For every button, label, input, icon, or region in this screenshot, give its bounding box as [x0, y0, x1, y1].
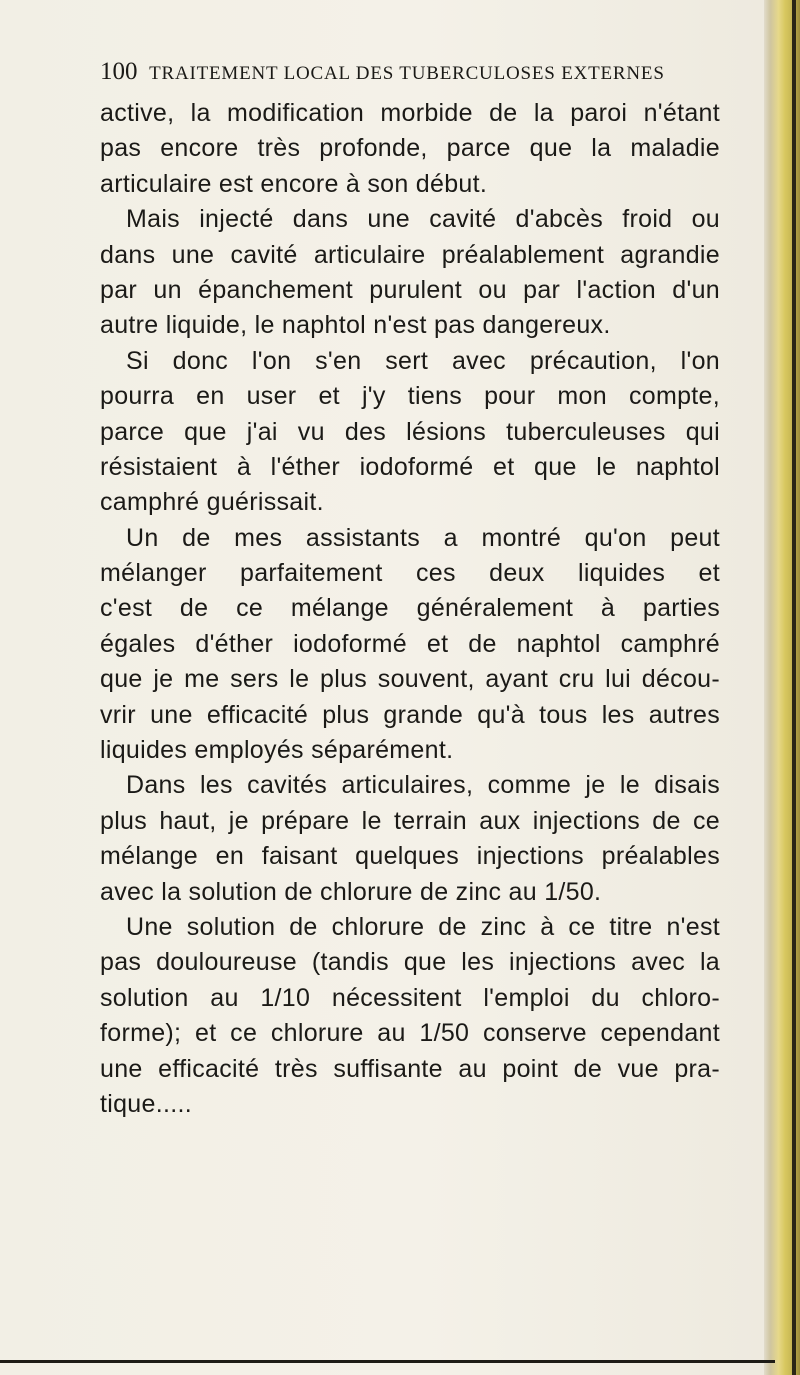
text-line: Si donc l'on s'en sert avec précaution, l'on	[126, 346, 720, 375]
text-line: dans une cavité articulaire préalablement agrandie	[100, 240, 720, 269]
text-line: Un de mes assistants a montré qu'on peut	[126, 523, 720, 552]
text-line: solution au 1/10 nécessitent l'emploi du chloro-	[100, 983, 720, 1012]
text-line: active, la modification morbide de la paroi n'étant	[100, 99, 720, 127]
text-line: pas douloureuse (tandis que les injections avec la	[100, 948, 720, 977]
text-line: mélanger parfaitement ces deux liquides et	[100, 559, 720, 588]
body-text	[100, 96, 720, 1122]
running-title: TRAITEMENT LOCAL DES TUBERCULOSES EXTERNES	[149, 63, 665, 84]
text-line: c'est de ce mélange généralement à parties	[100, 594, 720, 623]
text-line: parce que j'ai vu des lésions tuberculeuses qui	[100, 417, 720, 446]
text-line: pourra en user et j'y tiens pour mon compte,	[100, 382, 720, 411]
page-number: 100	[100, 58, 138, 85]
text-line: tique.....	[100, 1089, 192, 1118]
text-line: résistaient à l'éther iodoformé et que le naphtol	[100, 452, 720, 481]
text-line: autre liquide, le naphtol n'est pas dangereux.	[100, 311, 611, 340]
text-line: Dans les cavités articulaires, comme je le disais	[126, 771, 720, 800]
text-line: forme); et ce chlorure au 1/50 conserve cependant	[100, 1019, 720, 1048]
text-line: vrir une efficacité plus grande qu'à tous les autres	[100, 700, 720, 729]
text-line: plus haut, je prépare le terrain aux injections de ce	[100, 806, 720, 835]
page-edge-shadow	[792, 0, 796, 1375]
text-line: par un épanchement purulent ou par l'action d'un	[100, 275, 720, 304]
text-line: Une solution de chlorure de zinc à ce titre n'est	[126, 912, 720, 941]
page-bottom-edge	[0, 1360, 775, 1363]
text-line: avec la solution de chlorure de zinc au 1/50.	[100, 877, 602, 906]
text-line: mélange en faisant quelques injections préalables	[100, 842, 720, 871]
text-line: articulaire est encore à son début.	[100, 169, 488, 198]
text-line: camphré guérissait.	[100, 488, 324, 517]
text-line: Mais injecté dans une cavité d'abcès froid ou	[126, 205, 720, 234]
text-line: pas encore très profonde, parce que la maladie	[100, 134, 720, 163]
text-line: égales d'éther iodoformé et de naphtol camphré	[100, 629, 720, 658]
running-header	[100, 58, 665, 86]
text-line: une efficacité très suffisante au point de vue pra-	[100, 1054, 720, 1083]
text-line: que je me sers le plus souvent, ayant cru lui décou-	[100, 665, 720, 694]
text-line: liquides employés séparément.	[100, 736, 454, 765]
